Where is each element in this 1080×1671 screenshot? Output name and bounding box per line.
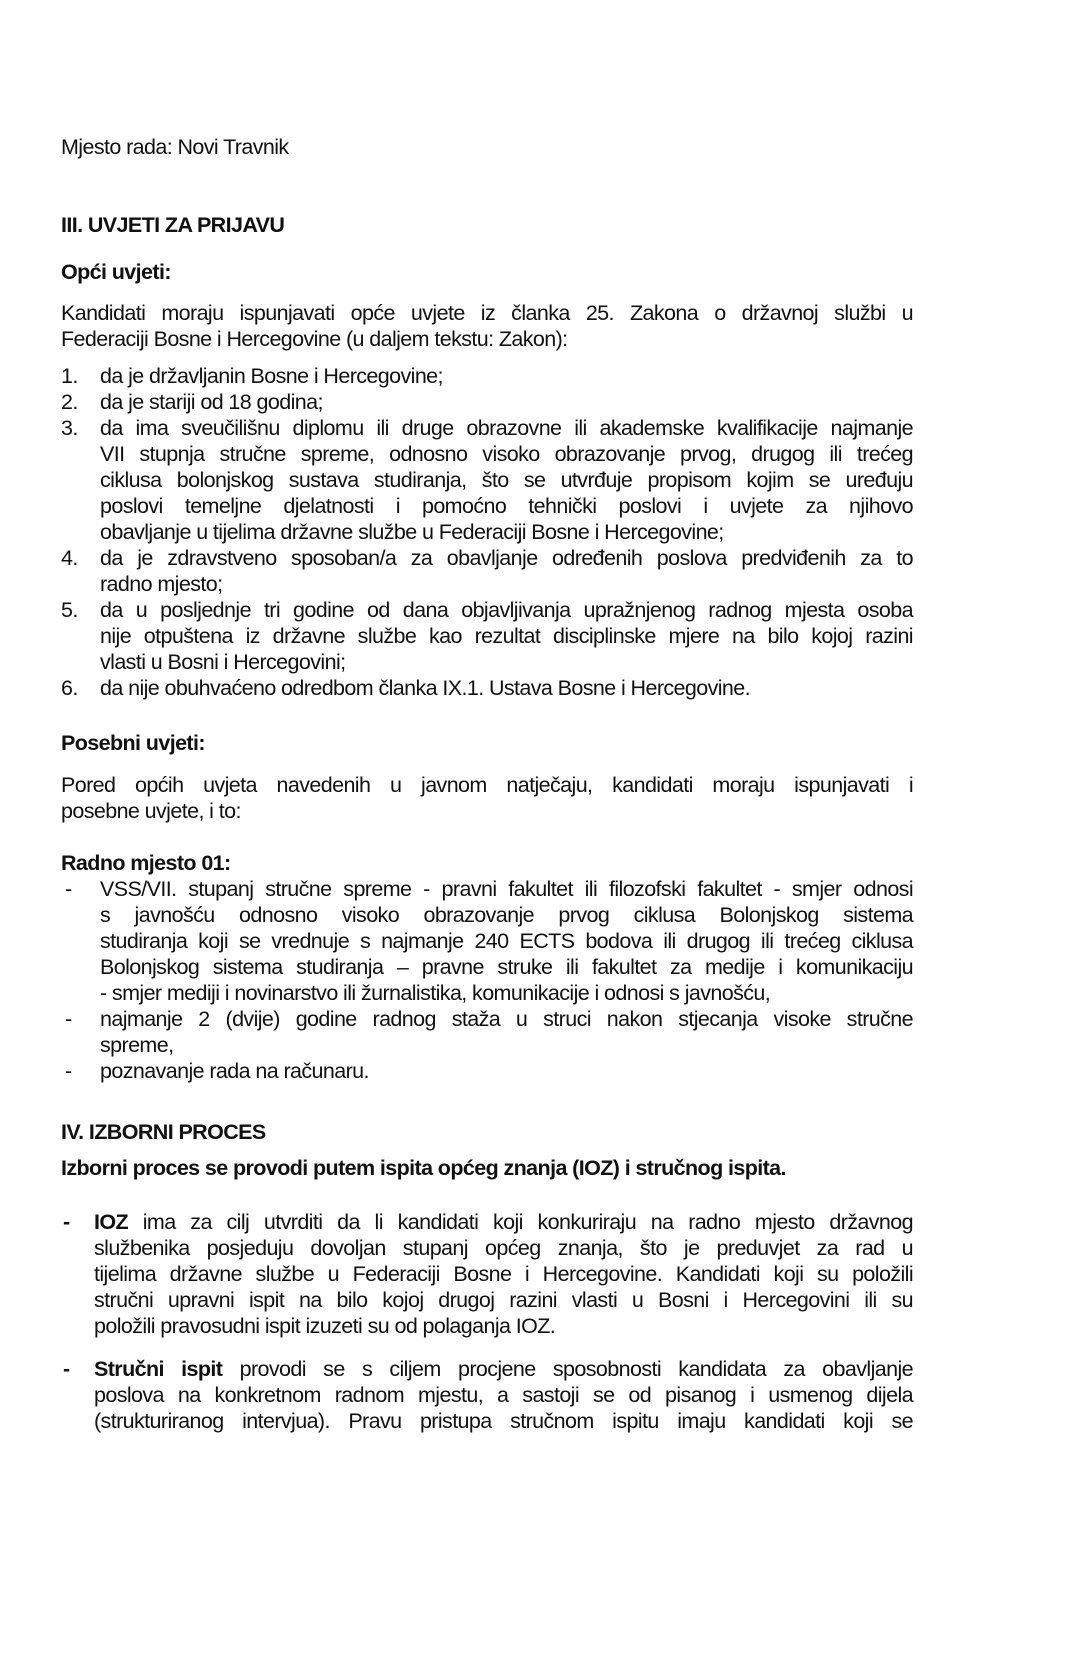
- list-item-text: da je zdravstveno sposoban/a za obavljanje određenih poslova predviđenih za to: [100, 546, 913, 570]
- list-item-text: obavljanje u tijelima državne službe u Federaciji Bosne i Hercegovine;: [100, 520, 724, 544]
- list-item-text: da je stariji od 18 godina;: [100, 390, 323, 414]
- list-item-text: da u posljednje tri godine od dana objavljivanja upražnjenog radnog mjesta osoba: [100, 598, 913, 622]
- list-number: 6.: [61, 676, 78, 700]
- list-item-text: radno mjesto;: [100, 572, 223, 596]
- general-conditions-heading: Opći uvjeti:: [61, 260, 171, 284]
- list-item-text: poslova na konkretnom radnom mjestu, a sastoji se od pisanog i usmenog dijela: [94, 1383, 913, 1407]
- list-item-first-line: [94, 1209, 913, 1235]
- selection-process-summary: Izborni proces se provodi putem ispita općeg znanja (IOZ) i stručnog ispita.: [61, 1156, 786, 1180]
- list-number: 5.: [61, 598, 78, 622]
- list-item-text: stručni upravni ispit na bilo kojoj drugoj razini vlasti u Bosni i Hercegovini ili su: [94, 1288, 913, 1312]
- bullet-dash: -: [65, 877, 72, 901]
- list-item-text: tijelima državne službe u Federaciji Bosne i Hercegovine. Kandidati koji su položili: [94, 1262, 913, 1286]
- bullet-dash: -: [63, 1210, 71, 1234]
- special-intro-line: posebne uvjete, i to:: [61, 799, 241, 823]
- list-number: 2.: [61, 390, 78, 414]
- special-conditions-heading: Posebni uvjeti:: [61, 731, 205, 755]
- list-item-text: da nije obuhvaćeno odredbom članka IX.1. Ustava Bosne i Hercegovine.: [100, 676, 751, 700]
- list-number: 1.: [61, 364, 78, 388]
- general-intro-line: Federaciji Bosne i Hercegovine (u daljem tekstu: Zakon):: [61, 327, 568, 351]
- list-item-text: VII stupnja stručne spreme, odnosno visoko obrazovanje prvog, drugog ili trećeg: [100, 442, 913, 466]
- list-item-text: ciklusa bolonjskog sustava studiranja, što se utvrđuje propisom kojim se uređuju: [100, 468, 913, 492]
- general-intro-line: Kandidati moraju ispunjavati opće uvjete iz članka 25. Zakona o državnoj službi u: [61, 301, 913, 325]
- list-item-text: VSS/VII. stupanj stručne spreme - pravni fakultet ili filozofski fakultet - smjer odnosi: [100, 877, 913, 901]
- item-text: ima za cilj utvrditi da li kandidati koji konkuriraju na radno mjesto državnog: [128, 1210, 913, 1234]
- bullet-dash: -: [65, 1007, 72, 1031]
- list-item-text: Bolonjskog sistema studiranja – pravne struke ili fakultet za medije i komunikaciju: [100, 955, 913, 979]
- list-item-text: - smjer mediji i novinarstvo ili žurnalistika, komunikacije i odnosi s javnošću,: [100, 981, 771, 1005]
- list-item-text: vlasti u Bosni i Hercegovini;: [100, 650, 346, 674]
- list-number: 4.: [61, 546, 78, 570]
- list-item-text: da ima sveučilišnu diplomu ili druge obrazovne ili akademske kvalifikacije najmanje: [100, 416, 913, 440]
- position-heading: Radno mjesto 01:: [61, 851, 231, 875]
- section-heading-conditions: III. UVJETI ZA PRIJAVU: [61, 213, 285, 237]
- special-intro-line: Pored općih uvjeta navedenih u javnom natječaju, kandidati moraju ispunjavati i: [61, 773, 913, 797]
- bullet-dash: -: [63, 1357, 71, 1381]
- item-text: provodi se s ciljem procjene sposobnosti kandidata za obavljanje: [222, 1357, 914, 1381]
- list-item-text: da je državljanin Bosne i Hercegovine;: [100, 364, 443, 388]
- section-heading-selection-process: IV. IZBORNI PROCES: [61, 1120, 266, 1144]
- list-item-text: spreme,: [100, 1033, 174, 1057]
- list-item-text: položili pravosudni ispit izuzeti su od polaganja IOZ.: [94, 1314, 556, 1338]
- list-number: 3.: [61, 416, 78, 440]
- list-item-text: studiranja koji se vrednuje s najmanje 240 ECTS bodova ili drugog ili trećeg ciklusa: [100, 929, 913, 953]
- list-item-text: s javnošću odnosno visoko obrazovanje prvog ciklusa Bolonjskog sistema: [100, 903, 913, 927]
- list-item-text: poznavanje rada na računaru.: [100, 1059, 369, 1083]
- list-item-text: (strukturiranog intervjua). Pravu pristupa stručnom ispitu imaju kandidati koji se: [94, 1409, 913, 1433]
- list-item-text: poslovi temeljne djelatnosti i pomoćno tehnički poslovi i uvjete za njihovo: [100, 494, 913, 518]
- item-bold-lead: IOZ: [94, 1210, 129, 1234]
- list-item-first-line: [94, 1356, 913, 1382]
- item-bold-lead: Stručni ispit: [94, 1357, 223, 1381]
- bullet-dash: -: [65, 1059, 72, 1083]
- list-item-text: najmanje 2 (dvije) godine radnog staža u struci nakon stjecanja visoke stručne: [100, 1007, 913, 1031]
- work-location: Mjesto rada: Novi Travnik: [61, 135, 289, 159]
- list-item-text: službenika posjeduju dovoljan stupanj općeg znanja, što je preduvjet za rad u: [94, 1236, 913, 1260]
- list-item-text: nije otpuštena iz državne službe kao rezultat disciplinske mjere na bilo kojoj razini: [100, 624, 913, 648]
